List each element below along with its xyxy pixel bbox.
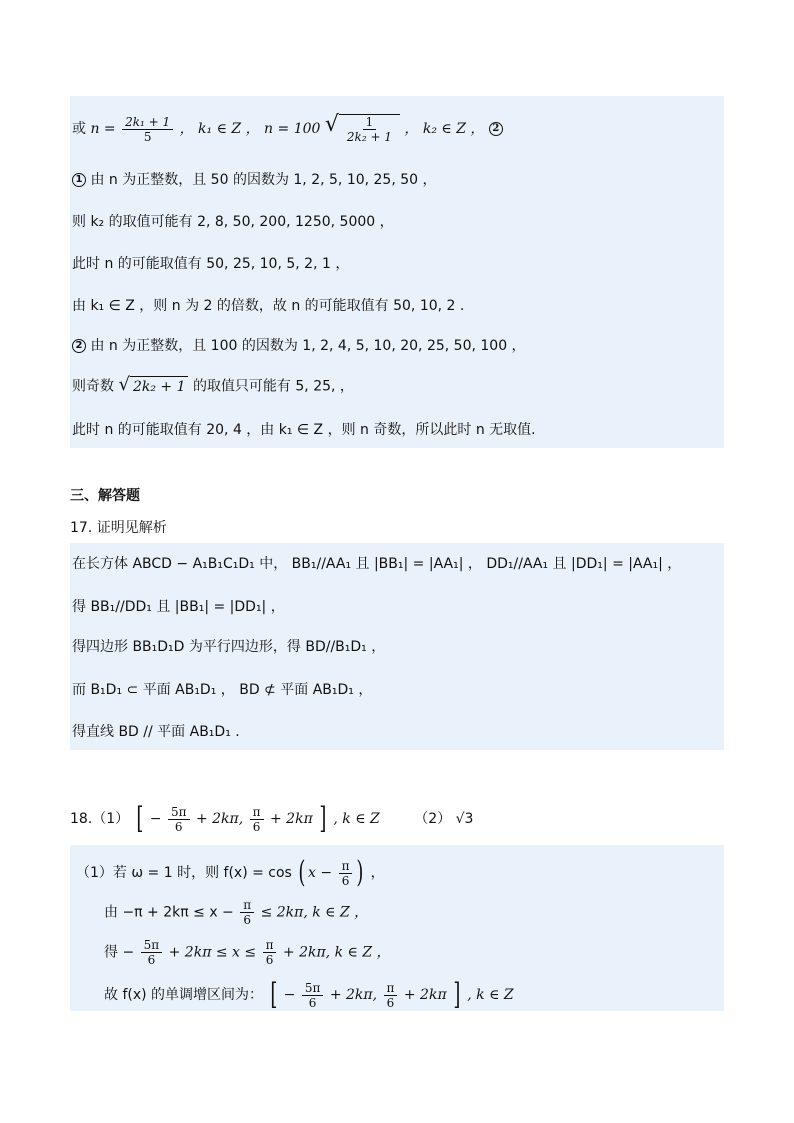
line-n-filter: 由 k₁ ∈ Z ，则 n 为 2 的倍数，故 n 的可能取值有 50, 10, 2 . bbox=[72, 298, 465, 314]
line-case1-intro: 1 由 n 为正整数，且 50 的因数为 1, 2, 5, 10, 25, 50 ， bbox=[72, 170, 437, 190]
section-title: 三、解答题 bbox=[70, 488, 140, 504]
line-k2-values: 则 k₂ 的取值可能有 2, 8, 50, 200, 1250, 5000 ， bbox=[72, 214, 394, 230]
circled-number: 2 bbox=[72, 339, 86, 353]
proof-line-2: 得 BB₁//DD₁ 且 |BB₁| = |DD₁| ， bbox=[72, 599, 285, 615]
circled-number: 2 bbox=[489, 122, 503, 136]
line-odd-sqrt: 则奇数 √ 2k₂ + 1 的取值只可能有 5, 25, ， bbox=[72, 374, 354, 395]
line-case2-intro: 2 由 n 为正整数，且 100 的因数为 1, 2, 4, 5, 10, 20, 25, 50, 100 ， bbox=[72, 336, 526, 356]
line-case2-expr: 或 n = $\frac{\text{2k₁ + 1}}{5}$ ， k₁ ∈ Z ， n = 100 √ $\frac{1}{\text{2k₂ + 1}}$ ， k₂ ∈ Z ， 2 bbox=[72, 114, 503, 144]
step-2: 由 −π + 2kπ ≤ x − $\frac{\pi}{6}$ ≤ 2kπ, k ∈ Z ， bbox=[104, 898, 369, 927]
sqrt-expr: √ $\frac{1}{\text{2k₂ + 1}}$ bbox=[325, 114, 400, 144]
proof-line-5: 得直线 BD // 平面 AB₁D₁ . bbox=[72, 724, 240, 740]
proof-line-4: 而 B₁D₁ ⊂ 平面 AB₁D₁ ， BD ⊄ 平面 AB₁D₁ ， bbox=[72, 682, 373, 698]
question-18-answer: 18.（1） [ − $\frac{5\pi}{6}$ + 2kπ, $\frac{\pi}{6}$ + 2kπ ] , k ∈ Z （2） √3 bbox=[70, 801, 474, 836]
circled-number: 1 bbox=[72, 173, 86, 187]
line-n-values: 此时 n 的可能取值有 50, 25, 10, 5, 2, 1 ， bbox=[72, 256, 350, 272]
question-17-label: 17. 证明见解析 bbox=[70, 520, 167, 536]
proof-line-1: 在长方体 ABCD − A₁B₁C₁D₁ 中， BB₁//AA₁ 且 |BB₁| = |AA₁| ， DD₁//AA₁ 且 |DD₁| = |AA₁| ， bbox=[72, 556, 682, 572]
step-1: （1）若 ω = 1 时，则 f(x) = cos ( x − $\frac{\pi}{6}$ ) ， bbox=[76, 855, 385, 890]
sqrt-expr: √ 2k₂ + 1 bbox=[118, 376, 188, 397]
line-conclusion: 此时 n 的可能取值有 20, 4 ，由 k₁ ∈ Z ，则 n 奇数，所以此时 n 无取值. bbox=[72, 422, 536, 438]
step-4: 故 f(x) 的单调增区间为： [ − $\frac{5\pi}{6}$ + 2kπ, $\frac{\pi}{6}$ + 2kπ ] , k ∈ Z bbox=[104, 977, 514, 1012]
fraction: $\frac{\text{2k₁ + 1}}{5}$ bbox=[122, 115, 173, 144]
step-3: 得 − $\frac{5\pi}{6}$ + 2kπ ≤ x ≤ $\frac{\pi}{6}$ + 2kπ, k ∈ Z ， bbox=[104, 938, 391, 967]
proof-line-3: 得四边形 BB₁D₁D 为平行四边形，得 BD//B₁D₁ ， bbox=[72, 639, 386, 655]
